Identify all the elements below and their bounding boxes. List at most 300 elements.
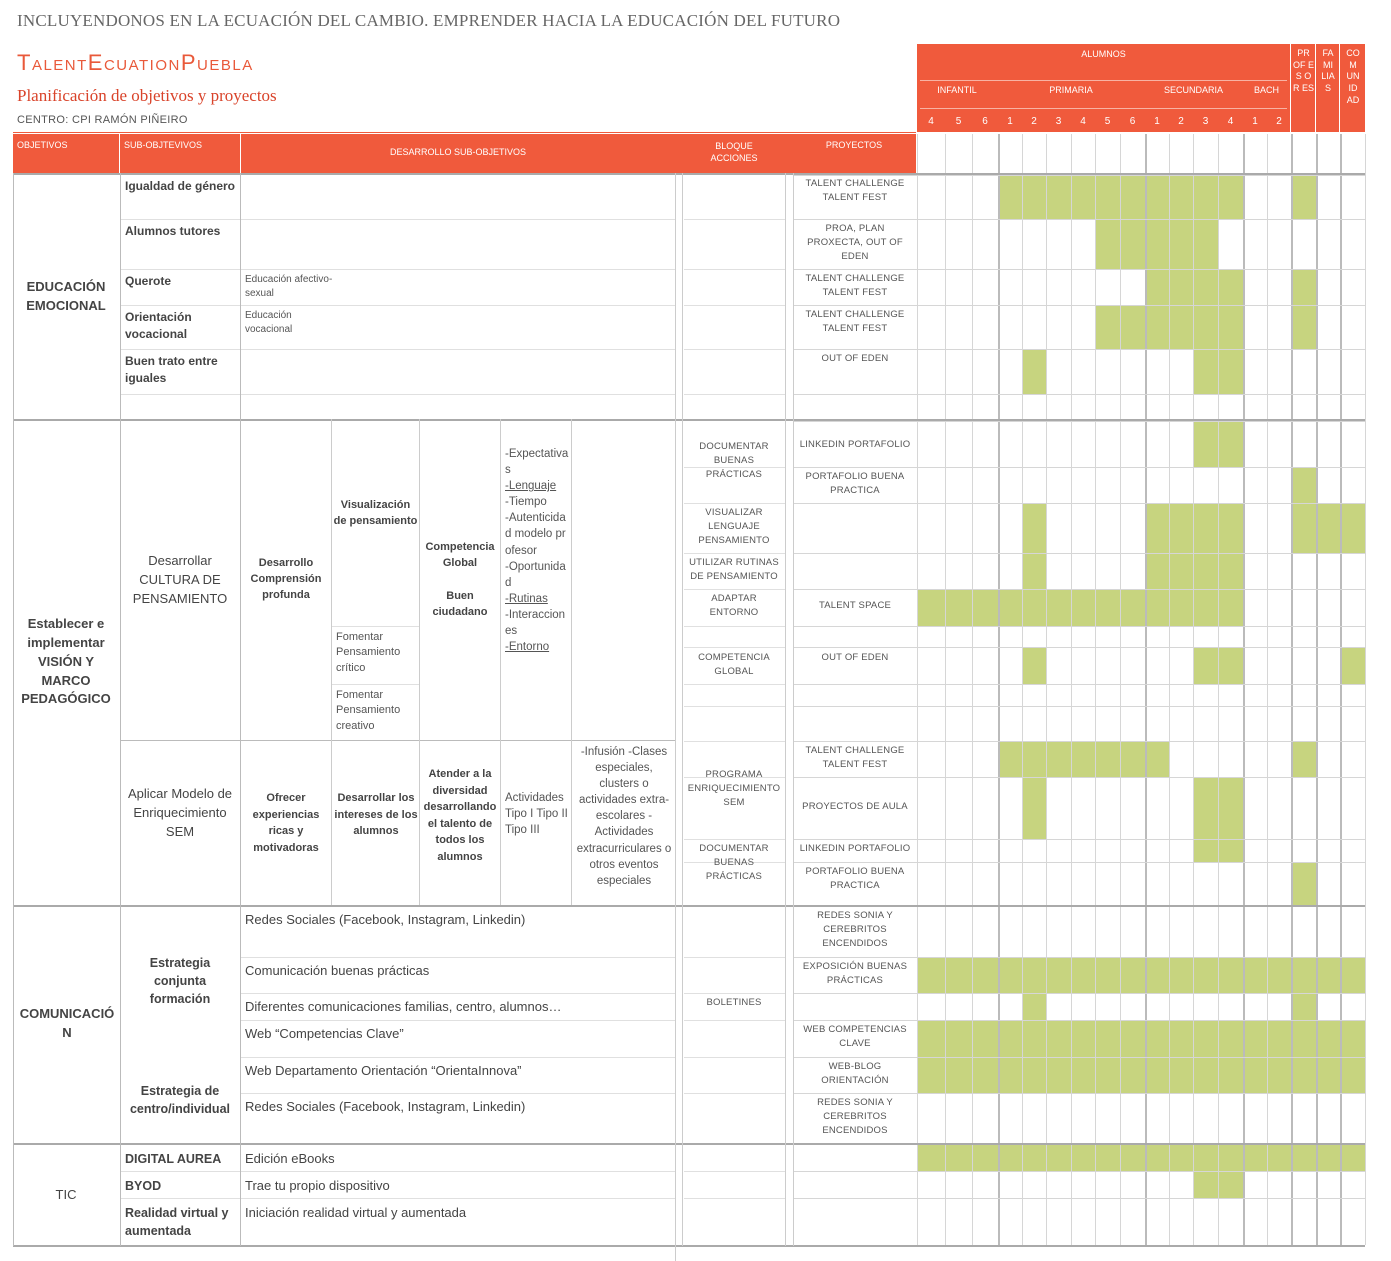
bloque-item: ADAPTAR ENTORNO bbox=[709, 593, 759, 618]
sub-alumnos-tutores: Alumnos tutores bbox=[125, 224, 221, 238]
participation-cell bbox=[998, 175, 1022, 219]
participation-cell bbox=[1218, 589, 1243, 626]
participation-cell bbox=[1291, 503, 1316, 553]
participation-cell bbox=[945, 1020, 972, 1057]
grid-line bbox=[684, 741, 785, 742]
grid-line bbox=[793, 706, 1365, 707]
grid-line bbox=[684, 349, 785, 350]
participation-cell bbox=[1169, 589, 1193, 626]
participation-cell bbox=[972, 1144, 998, 1171]
participation-cell bbox=[1095, 305, 1120, 349]
grid-line bbox=[793, 175, 1365, 176]
proyecto-item: PORTAFOLIO BUENA PRACTICA bbox=[805, 471, 905, 496]
grade-label: 2 bbox=[1276, 115, 1282, 127]
participation-cell bbox=[1316, 1144, 1340, 1171]
grid-line bbox=[917, 134, 918, 1245]
proyecto-item: REDES SONIA Y CEREBRITOS ENCENDIDOS bbox=[817, 1097, 893, 1136]
fuerzas-culturales bbox=[505, 446, 569, 655]
participation-cell bbox=[917, 957, 945, 993]
grid-line bbox=[682, 173, 683, 1246]
sub-realidad-virtual: Realidad virtual y aumentada bbox=[125, 1206, 229, 1239]
bloque-item: DOCUMENTAR BUENAS PRÁCTICAS bbox=[699, 843, 769, 882]
grid-line bbox=[121, 305, 675, 306]
participation-cell bbox=[1267, 1020, 1291, 1057]
grid-line bbox=[1022, 134, 1023, 1245]
grid-line bbox=[793, 741, 1365, 742]
participation-cell bbox=[1095, 1020, 1120, 1057]
centro-label: CENTRO: CPI RAMÓN PIÑEIRO bbox=[17, 114, 188, 126]
participation-cell bbox=[1193, 839, 1218, 862]
grid-line bbox=[241, 1020, 675, 1021]
grid-line bbox=[1046, 134, 1047, 1245]
proyectos-header: PROYECTOS bbox=[825, 140, 883, 151]
participation-cell bbox=[1243, 1057, 1267, 1093]
grid-line bbox=[998, 134, 1000, 1245]
grid-line bbox=[121, 394, 675, 395]
grid-line bbox=[793, 684, 1365, 685]
visualizacion-pensamiento: Visualización de pensamiento bbox=[333, 499, 418, 527]
participation-cell bbox=[917, 1144, 945, 1171]
grid-line bbox=[684, 839, 785, 840]
grid-line bbox=[793, 467, 1365, 468]
grid-line bbox=[240, 173, 241, 1246]
participation-cell bbox=[1071, 1144, 1095, 1171]
familias-label: FA MI LIA S bbox=[1321, 48, 1335, 94]
fomentar-creativo: Fomentar Pensamiento creativo bbox=[336, 689, 401, 732]
participation-cell bbox=[972, 1020, 998, 1057]
desarrollo-item: Web “Competencias Clave” bbox=[245, 1026, 404, 1041]
participation-cell bbox=[1046, 1144, 1071, 1171]
grid-line bbox=[793, 589, 1365, 590]
grid-line bbox=[793, 1171, 1365, 1172]
grade-label: 4 bbox=[928, 115, 934, 127]
grid-line bbox=[241, 1057, 675, 1058]
participation-cell bbox=[1071, 1057, 1095, 1093]
grid-line bbox=[332, 626, 419, 627]
participation-cell bbox=[1022, 349, 1046, 394]
grade-label: 3 bbox=[1202, 115, 1209, 127]
participation-cell bbox=[1145, 305, 1169, 349]
participation-cell bbox=[1145, 269, 1169, 305]
participation-cell bbox=[1169, 269, 1193, 305]
participation-cell bbox=[945, 589, 972, 626]
desarrollo-item: Trae tu propio dispositivo bbox=[245, 1178, 390, 1193]
participation-cell bbox=[1243, 957, 1267, 993]
participation-cell bbox=[1022, 993, 1046, 1020]
grid-line bbox=[684, 1020, 785, 1021]
participation-cell bbox=[1218, 957, 1243, 993]
objetivo-vision: Establecer e implementar VISIÓN Y MARCO PEDAGÓGICO bbox=[21, 616, 111, 707]
participation-cell bbox=[1071, 589, 1095, 626]
participation-cell bbox=[1145, 589, 1169, 626]
participation-cell bbox=[1291, 1057, 1316, 1093]
grid-line bbox=[793, 1020, 1365, 1021]
grid-line bbox=[684, 503, 785, 504]
grid-line bbox=[500, 419, 501, 905]
participation-cell bbox=[1022, 175, 1046, 219]
grid-line bbox=[684, 305, 785, 306]
fuerza-item: -Tiempo bbox=[505, 496, 547, 509]
participation-cell bbox=[1022, 1020, 1046, 1057]
participation-cell bbox=[1291, 467, 1316, 503]
participation-cell bbox=[1022, 777, 1046, 839]
grid-line bbox=[793, 957, 1365, 958]
grid-line bbox=[793, 553, 1365, 554]
desarrollo-item: Iniciación realidad virtual y aumentada bbox=[245, 1205, 467, 1220]
actividades-tipo: Actividades Tipo I Tipo II Tipo III bbox=[505, 792, 568, 837]
fuerza-item: -Lenguaje bbox=[505, 480, 557, 493]
participation-cell bbox=[1095, 1057, 1120, 1093]
primaria-label: PRIMARIA bbox=[1049, 85, 1093, 96]
participation-cell bbox=[1145, 741, 1169, 777]
grid-line bbox=[793, 1057, 1365, 1058]
grid-line bbox=[121, 349, 675, 350]
participation-cell bbox=[1169, 503, 1193, 553]
bloque-header: BLOQUE ACCIONES bbox=[710, 141, 758, 163]
grid-line bbox=[1243, 134, 1245, 1245]
participation-cell bbox=[1291, 993, 1316, 1020]
proyecto-item: PORTAFOLIO BUENA PRACTICA bbox=[805, 866, 905, 891]
grid-line bbox=[684, 957, 785, 958]
grade-label: 5 bbox=[1104, 115, 1111, 127]
sub-digital-aurea: DIGITAL AUREA bbox=[125, 1152, 222, 1166]
header-underline bbox=[13, 132, 916, 133]
grade-label: 2 bbox=[1031, 115, 1037, 127]
participation-cell bbox=[1193, 421, 1218, 467]
participation-cell bbox=[945, 957, 972, 993]
grid-line bbox=[684, 1171, 785, 1172]
participation-cell bbox=[1145, 1057, 1169, 1093]
grade-label: 6 bbox=[982, 115, 988, 127]
sub-orientacion: Orientación vocacional bbox=[125, 310, 192, 342]
grid-line bbox=[13, 173, 14, 1246]
participation-cell bbox=[1193, 1171, 1218, 1198]
desarrollar-intereses: Desarrollar los intereses de los alumnos bbox=[334, 792, 418, 837]
grid-line bbox=[684, 589, 785, 590]
participation-cell bbox=[998, 589, 1022, 626]
desarrollo-item: Edición eBooks bbox=[245, 1151, 335, 1166]
participation-cell bbox=[1291, 1020, 1316, 1057]
grade-label: 4 bbox=[1227, 115, 1234, 127]
proyecto-item: PROA, PLAN PROXECTA, OUT OF EDEN bbox=[807, 223, 903, 262]
grid-line bbox=[13, 419, 1365, 421]
grid-line bbox=[684, 647, 785, 648]
participation-cell bbox=[1316, 957, 1340, 993]
grid-line bbox=[793, 305, 1365, 306]
bloque-item: VISUALIZAR LENGUAJE PENSAMIENTO bbox=[698, 507, 770, 546]
desarrollo-item: Redes Sociales (Facebook, Instagram, Linkedin) bbox=[245, 912, 526, 927]
bloque-item: BOLETINES bbox=[706, 997, 762, 1008]
grid-line bbox=[793, 421, 1365, 422]
grid-line bbox=[419, 419, 420, 905]
proyecto-item: LINKEDIN PORTAFOLIO bbox=[799, 439, 911, 450]
participation-cell bbox=[1218, 1144, 1243, 1171]
participation-cell bbox=[1022, 1057, 1046, 1093]
proyecto-item: OUT OF EDEN bbox=[821, 652, 889, 663]
proyecto-item: WEB COMPETENCIAS CLAVE bbox=[803, 1024, 907, 1049]
participation-cell bbox=[998, 1144, 1022, 1171]
grade-label: 4 bbox=[1080, 115, 1086, 127]
desarrollo-header: DESARROLLO SUB-OBJETIVOS bbox=[389, 147, 527, 158]
participation-cell bbox=[1291, 175, 1316, 219]
participation-cell bbox=[1169, 1144, 1193, 1171]
participation-cell bbox=[1095, 589, 1120, 626]
participation-cell bbox=[1340, 1057, 1365, 1093]
participation-cell bbox=[917, 1057, 945, 1093]
participation-cell bbox=[1218, 1020, 1243, 1057]
grid-line bbox=[793, 394, 1365, 395]
sub-buen-trato: Buen trato entre iguales bbox=[125, 354, 218, 386]
participation-cell bbox=[972, 1057, 998, 1093]
grid-line bbox=[332, 684, 419, 685]
participation-cell bbox=[1145, 503, 1169, 553]
participation-cell bbox=[945, 1144, 972, 1171]
participation-cell bbox=[1169, 219, 1193, 269]
participation-cell bbox=[998, 957, 1022, 993]
proyecto-item: WEB-BLOG ORIENTACIÓN bbox=[821, 1061, 889, 1086]
grid-line bbox=[793, 503, 1365, 504]
participation-cell bbox=[1022, 647, 1046, 684]
participation-cell bbox=[1095, 175, 1120, 219]
grid-line bbox=[13, 1245, 1365, 1247]
grid-line bbox=[121, 1198, 675, 1199]
grid-line bbox=[13, 1143, 1365, 1145]
participation-cell bbox=[1022, 957, 1046, 993]
grade-label: 2 bbox=[1178, 115, 1184, 127]
participation-cell bbox=[1267, 1144, 1291, 1171]
participation-cell bbox=[1218, 1171, 1243, 1198]
participation-cell bbox=[1095, 741, 1120, 777]
grid-line bbox=[121, 269, 675, 270]
grid-line bbox=[13, 905, 1365, 907]
grade-label: 5 bbox=[955, 115, 962, 127]
objetivo-tic: TIC bbox=[55, 1187, 77, 1202]
grade-label: 1 bbox=[1252, 115, 1258, 127]
grade-label: 6 bbox=[1129, 115, 1136, 127]
participation-cell bbox=[1120, 741, 1145, 777]
sub-cultura-pensamiento: Desarrollar CULTURA DE PENSAMIENTO bbox=[132, 553, 228, 606]
proyecto-item: REDES SONIA Y CEREBRITOS ENCENDIDOS bbox=[817, 910, 893, 949]
grid-line bbox=[1267, 134, 1268, 1245]
document-title: INCLUYENDONOS EN LA ECUACIÓN DEL CAMBIO. EMPRENDER HACIA LA EDUCACIÓN DEL FUTURO bbox=[17, 11, 841, 30]
atender-diversidad: Atender a la diversidad desarrollando el talento de todos los alumnos bbox=[423, 768, 497, 863]
grid-line bbox=[684, 1198, 785, 1199]
participation-cell bbox=[1193, 1020, 1218, 1057]
participation-cell bbox=[998, 1057, 1022, 1093]
document-subtitle: Planificación de objetivos y proyectos bbox=[17, 86, 277, 105]
participation-cell bbox=[917, 589, 945, 626]
participation-cell bbox=[1145, 1020, 1169, 1057]
fomentar-critico: Fomentar Pensamiento crítico bbox=[336, 631, 401, 674]
bloque-item: COMPETENCIA GLOBAL bbox=[698, 652, 770, 677]
participation-cell bbox=[1193, 777, 1218, 839]
grid-line bbox=[684, 1093, 785, 1094]
participation-cell bbox=[1218, 349, 1243, 394]
fuerza-item: -Interacciones bbox=[505, 608, 566, 638]
infusion-actividades: -Infusión -Clases especiales, clusters o actividades extra-escolares -Actividades extracurriculares o otros eventos especiales bbox=[576, 746, 672, 887]
participation-cell bbox=[1218, 839, 1243, 862]
bach-label: BACH bbox=[1253, 85, 1279, 96]
participation-cell bbox=[1120, 1057, 1145, 1093]
grid-line bbox=[793, 269, 1365, 270]
grid-line bbox=[241, 1093, 675, 1094]
participation-cell bbox=[1169, 957, 1193, 993]
grid-line bbox=[331, 419, 332, 905]
grid-line bbox=[241, 957, 675, 958]
participation-cell bbox=[1022, 589, 1046, 626]
grade-label: 3 bbox=[1055, 115, 1062, 127]
participation-cell bbox=[917, 1020, 945, 1057]
participation-cell bbox=[1218, 421, 1243, 467]
participation-cell bbox=[1071, 741, 1095, 777]
participation-cell bbox=[1022, 553, 1046, 589]
participation-cell bbox=[1120, 957, 1145, 993]
sub-estrategia-centro: Estrategia de centro/individual bbox=[129, 1084, 230, 1117]
grid-line bbox=[1291, 134, 1293, 1245]
participation-cell bbox=[1316, 1020, 1340, 1057]
grid-line bbox=[1095, 134, 1096, 1245]
header-divider bbox=[920, 108, 1287, 109]
participation-cell bbox=[1218, 175, 1243, 219]
grid-line bbox=[1340, 134, 1342, 1245]
grid-line bbox=[684, 553, 785, 554]
participation-cell bbox=[1095, 1144, 1120, 1171]
bloque-item: PROGRAMA ENRIQUECIMIENTO SEM bbox=[687, 769, 781, 808]
participation-cell bbox=[1022, 503, 1046, 553]
grid-line bbox=[793, 1198, 1365, 1199]
grid-line bbox=[684, 219, 785, 220]
subobjetivos-header: SUB-OBJTEVIVOS bbox=[124, 140, 203, 151]
ofrecer-experiencias: Ofrecer experiencias ricas y motivadoras bbox=[252, 792, 320, 854]
participation-cell bbox=[1120, 175, 1145, 219]
participation-cell bbox=[1193, 175, 1218, 219]
alumnos-label: ALUMNOS bbox=[1081, 49, 1126, 60]
grid-line bbox=[684, 706, 785, 707]
desarrollo-afectivo: Educación afectivo-sexual bbox=[245, 274, 333, 299]
participation-cell bbox=[1193, 589, 1218, 626]
objetivos-header: OBJETIVOS bbox=[17, 140, 68, 151]
grid-line bbox=[684, 993, 785, 994]
grid-line bbox=[241, 993, 675, 994]
participation-cell bbox=[1193, 1057, 1218, 1093]
desarrollo-comprension: Desarrollo Comprensión profunda bbox=[250, 557, 322, 601]
proyecto-item: TALENT CHALLENGE TALENT FEST bbox=[805, 273, 905, 298]
proyecto-item: PROYECTOS DE AULA bbox=[802, 801, 908, 812]
participation-cell bbox=[998, 1020, 1022, 1057]
participation-cell bbox=[1193, 305, 1218, 349]
participation-cell bbox=[1291, 1144, 1316, 1171]
participation-cell bbox=[1046, 1057, 1071, 1093]
fuerza-item: -Oportunidad bbox=[505, 560, 566, 589]
participation-cell bbox=[1316, 1057, 1340, 1093]
participation-cell bbox=[1193, 1144, 1218, 1171]
participation-cell bbox=[1071, 175, 1095, 219]
participation-cell bbox=[1340, 1144, 1365, 1171]
participation-cell bbox=[1316, 503, 1340, 553]
grid-line bbox=[793, 1093, 1365, 1094]
grid-line bbox=[684, 626, 785, 627]
participation-cell bbox=[1071, 1020, 1095, 1057]
participation-cell bbox=[972, 957, 998, 993]
grade-label: 1 bbox=[1007, 115, 1013, 127]
participation-cell bbox=[1145, 1144, 1169, 1171]
grade-label: 1 bbox=[1154, 115, 1160, 127]
participation-cell bbox=[1193, 553, 1218, 589]
grid-line bbox=[793, 777, 1365, 778]
bloque-item: UTILIZAR RUTINAS DE PENSAMIENTO bbox=[689, 557, 779, 582]
participation-cell bbox=[1169, 305, 1193, 349]
participation-cell bbox=[1193, 219, 1218, 269]
participation-cell bbox=[1193, 349, 1218, 394]
buen-ciudadano: Buen ciudadano bbox=[432, 590, 488, 618]
grid-line bbox=[675, 173, 676, 1261]
competencia-global: Competencia Global bbox=[425, 541, 495, 569]
objetivo-emocional: EDUCACIÓN EMOCIONAL bbox=[26, 279, 106, 313]
participation-cell bbox=[1169, 1020, 1193, 1057]
participation-cell bbox=[1169, 1057, 1193, 1093]
proyecto-item: TALENT CHALLENGE TALENT FEST bbox=[805, 178, 905, 203]
participation-cell bbox=[1218, 269, 1243, 305]
bloque-item: DOCUMENTAR BUENAS PRÁCTICAS bbox=[699, 441, 769, 480]
desarrollo-item: Redes Sociales (Facebook, Instagram, Linkedin) bbox=[245, 1099, 526, 1114]
header-separator bbox=[119, 134, 120, 173]
grid-line bbox=[1145, 134, 1147, 1245]
grid-line bbox=[793, 862, 1365, 863]
participation-cell bbox=[1120, 305, 1145, 349]
participation-cell bbox=[1046, 589, 1071, 626]
comunidad-label: CO M UN ID AD bbox=[1346, 48, 1360, 105]
proyecto-item: LINKEDIN PORTAFOLIO bbox=[799, 843, 911, 854]
participation-cell bbox=[1193, 957, 1218, 993]
sub-igualdad: Igualdad de género bbox=[124, 179, 235, 193]
participation-cell bbox=[1193, 269, 1218, 305]
participation-cell bbox=[1218, 647, 1243, 684]
grid-line bbox=[571, 419, 572, 905]
participation-cell bbox=[1071, 957, 1095, 993]
secundaria-label: SECUNDARIA bbox=[1163, 85, 1223, 96]
participation-cell bbox=[1095, 957, 1120, 993]
header-divider bbox=[920, 80, 1287, 81]
grid-line bbox=[793, 219, 1365, 220]
participation-cell bbox=[1340, 647, 1365, 684]
participation-cell bbox=[1169, 553, 1193, 589]
objetivo-comunicacion: COMUNICACIÓN bbox=[19, 1006, 115, 1040]
participation-cell bbox=[1022, 741, 1046, 777]
grid-line bbox=[1169, 134, 1170, 1245]
participation-cell bbox=[1218, 305, 1243, 349]
grid-line bbox=[684, 1057, 785, 1058]
participation-cell bbox=[1218, 1057, 1243, 1093]
grid-line bbox=[13, 173, 1365, 175]
grid-line bbox=[684, 269, 785, 270]
desarrollo-vocacional: Educación vocacional bbox=[245, 310, 293, 335]
sub-estrategia-conjunta: Estrategia conjunta formación bbox=[149, 956, 211, 1007]
participation-cell bbox=[1095, 219, 1120, 269]
grid-line bbox=[121, 1171, 675, 1172]
grid-line bbox=[793, 626, 1365, 627]
participation-cell bbox=[1340, 1020, 1365, 1057]
participation-cell bbox=[1145, 553, 1169, 589]
participation-cell bbox=[1046, 957, 1071, 993]
proyecto-item: EXPOSICIÓN BUENAS PRÁCTICAS bbox=[802, 961, 908, 986]
sub-modelo-sem: Aplicar Modelo de Enriquecimiento SEM bbox=[127, 786, 233, 839]
brand-logo-text: TalentEcuationPuebla bbox=[17, 50, 254, 75]
participation-cell bbox=[1218, 503, 1243, 553]
participation-cell bbox=[945, 1057, 972, 1093]
grid-line bbox=[120, 173, 121, 1246]
participation-cell bbox=[1145, 219, 1169, 269]
fuerza-item: -Autenticidad modelo profesor bbox=[505, 512, 566, 557]
